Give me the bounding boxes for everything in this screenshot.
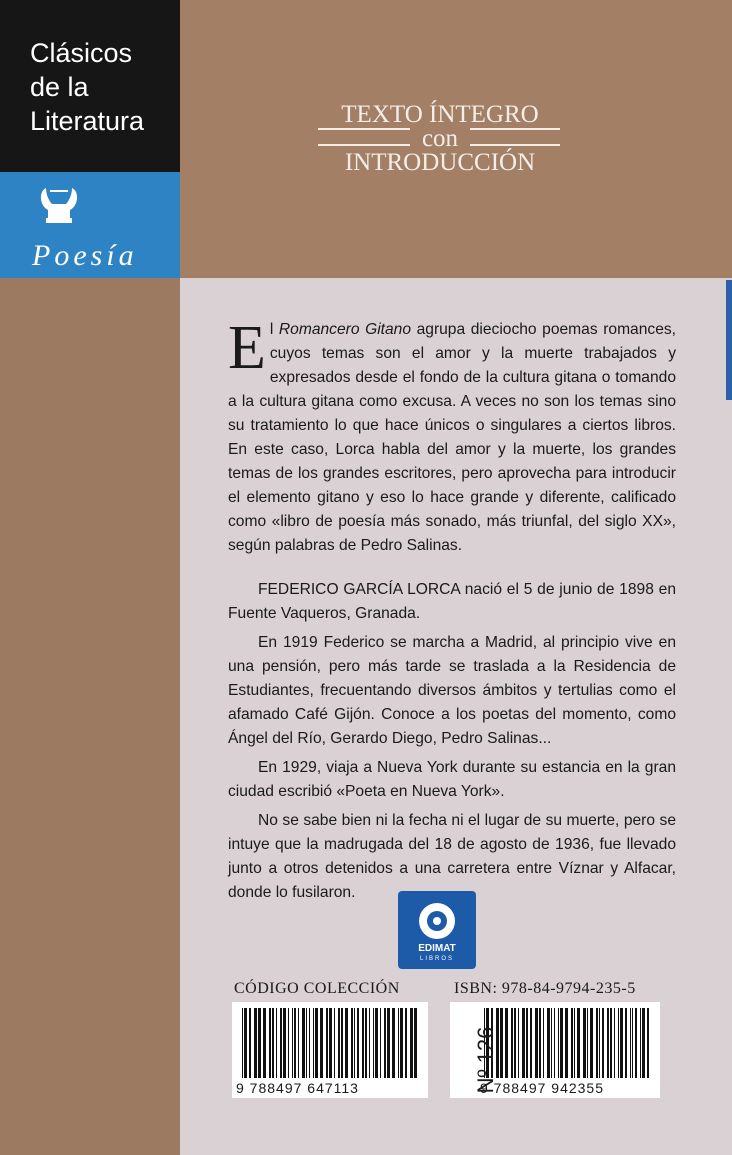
barcode-bar [410,1008,413,1078]
collection-barcode [232,1002,428,1098]
synopsis-lead: l [269,321,279,338]
synopsis [228,314,677,558]
barcode-bar [326,1008,328,1078]
barcode-bar [539,1008,541,1078]
barcode-bar [280,1008,282,1078]
barcode-bar [632,1008,633,1078]
barcode-bar [276,1008,277,1078]
edition-line-3: INTRODUCCIÓN [344,149,536,176]
isbn-label: ISBN: 978-84-9794-235-5 [454,980,636,997]
barcode-bar [334,1008,335,1078]
collection-code-label: CÓDIGO COLECCIÓN [234,980,400,997]
barcode-bar [345,1008,348,1078]
barcode-bar [329,1008,332,1078]
barcode-bar [244,1008,247,1078]
barcode-bar [526,1008,528,1078]
edition-rule [470,128,560,130]
barcode-bar [625,1008,627,1078]
barcode-bar [398,1008,399,1078]
barcode-bar [610,1008,612,1078]
barcode-bar [618,1008,619,1078]
barcode-bar [341,1008,343,1078]
barcode-bar [249,1008,251,1078]
barcode-bar [306,1008,307,1078]
barcode-bar [357,1008,359,1078]
barcode-bar [607,1008,609,1078]
barcode-bar [365,1008,367,1078]
barcode-bar [351,1008,353,1078]
isbn-barcode-bars [484,1008,654,1078]
publisher-sub: LIBROS [419,956,454,962]
collection-barcode-digits: 9 788497 647113 [236,1080,359,1096]
logo-ring-icon [419,903,455,939]
barcode-bar [373,1008,374,1078]
barcode-bar [375,1008,378,1078]
edition-rule [470,144,560,146]
barcode-bar [272,1008,274,1078]
spine-edge [726,280,732,400]
barcode-bar [242,1008,243,1078]
barcode-bar [614,1008,615,1078]
barcode-bar [354,1008,355,1078]
barcode-bar [384,1008,386,1078]
barcode-bar [574,1008,575,1078]
barcode-bar [400,1008,403,1078]
genre-label: Poesía [32,239,138,272]
bio-paragraph: FEDERICO GARCÍA LORCA nació el 5 de junio de 1898 en Fuente Vaqueros, Granada. [228,581,676,622]
barcode-bar [558,1008,559,1078]
barcode-bar [302,1008,305,1078]
barcode-bar [369,1008,370,1078]
barcode-bar [362,1008,364,1078]
barcode-bar [590,1008,593,1078]
barcode-bar [530,1008,532,1078]
barcode-bar [565,1008,568,1078]
barcode-bar [518,1008,519,1078]
barcode-bar [313,1008,314,1078]
publisher-name: EDIMAT [418,943,456,954]
barcode-bar [269,1008,271,1078]
edition-line-1: TEXTO ÍNTEGRO [341,101,539,128]
barcode-bar [571,1008,573,1078]
barcode-bar [380,1008,381,1078]
barcode-bar [511,1008,513,1078]
edition-badge [300,100,580,180]
barcode-bar [630,1008,631,1078]
barcode-bar [587,1008,588,1078]
barcode-bar [602,1008,604,1078]
series-title-line-1: Clásicos [30,38,133,68]
barcode-bar [258,1008,261,1078]
volume-number: Nº 126 [473,1026,498,1094]
isbn-barcode-digits: 9 788497 942355 [480,1080,604,1096]
lyre-icon [36,182,82,228]
book-title: Romancero Gitano [278,321,412,338]
barcode-bar [560,1008,563,1078]
barcode-bar [514,1008,516,1078]
barcode-bar [387,1008,390,1078]
barcode-bar [292,1008,293,1078]
edition-line-2: con [421,125,459,152]
barcode-bar [577,1008,580,1078]
barcode-bar [414,1008,417,1078]
barcode-bar [620,1008,623,1078]
barcode-bar [338,1008,340,1078]
barcode-bar [599,1008,600,1078]
barcode-bar [547,1008,550,1078]
barcode-bar [505,1008,508,1078]
barcode-bar [596,1008,598,1078]
barcode-bar [294,1008,296,1078]
barcode-bar [543,1008,544,1078]
barcode-bar [522,1008,525,1078]
barcode-bar [647,1008,649,1078]
barcode-bar [640,1008,641,1078]
synopsis-text: agrupa dieciocho poemas romances, cuyos temas son el amor y la muerte trabajados y expresados desde el fondo de la cultura gitana o tomando a la cultura gitana como excusa. A veces no son los temas sino su tratamiento lo que hace únicos o singulares a ciertos libros. En este caso, Lorca habla del amor y la muerte, los grandes temas de los grandes escritores, pero aprovecha para introducir el elemento gitano y eso lo hace grande y diferente, calificado como «libro de poesía más sonado, más triunfal, del siglo XX», según palabras de Pedro Salinas. [228,321,677,554]
series-header [0,0,180,172]
barcode-bar [635,1008,637,1078]
barcode-bar [392,1008,395,1078]
barcode-bar [554,1008,555,1078]
barcode-bar [535,1008,538,1078]
edition-rule [318,144,410,146]
drop-cap: E [228,314,266,382]
bio-paragraph: En 1919 Federico se marcha a Madrid, al principio vive en una pensión, pero más tarde se traslada a la Residencia de Estudiantes, frecuentando diversos ámbitos y tertulias como el afamado Café Gijón. Conoce a los poetas del momento, como Ángel del Río, Gerardo Diego, Pedro Salinas... [228,634,676,747]
barcode-bar [642,1008,645,1078]
barcode-bar [254,1008,257,1078]
barcode-bar [288,1008,289,1078]
collection-barcode-bars [242,1008,420,1078]
bio-paragraph: En 1929, viaja a Nueva York durante su estancia en la gran ciudad escribió «Poeta en Nueva York». [228,759,676,800]
series-title-line-2: de la [30,72,89,102]
barcode-bar [500,1008,503,1078]
series-title-line-3: Literatura [30,106,145,136]
bio-paragraph: No se sabe bien ni la fecha ni el lugar de su muerte, pero se intuye que la madrugada del 18 de agosto de 1936, fue llevado junto a otros detenidos a una carretera entre Víznar y Alfacar, donde lo fusilaron. [228,812,676,901]
barcode-bar [263,1008,266,1078]
barcode-bar [583,1008,586,1078]
barcode-bar [320,1008,323,1078]
barcode-bar [551,1008,552,1078]
barcode-bar [298,1008,299,1078]
edition-rule [318,128,410,130]
barcode-bar [405,1008,407,1078]
barcode-bar [315,1008,318,1078]
barcode-bar [309,1008,310,1078]
publisher-logo [398,891,476,969]
author-biography [228,578,676,910]
barcode-bar [283,1008,286,1078]
